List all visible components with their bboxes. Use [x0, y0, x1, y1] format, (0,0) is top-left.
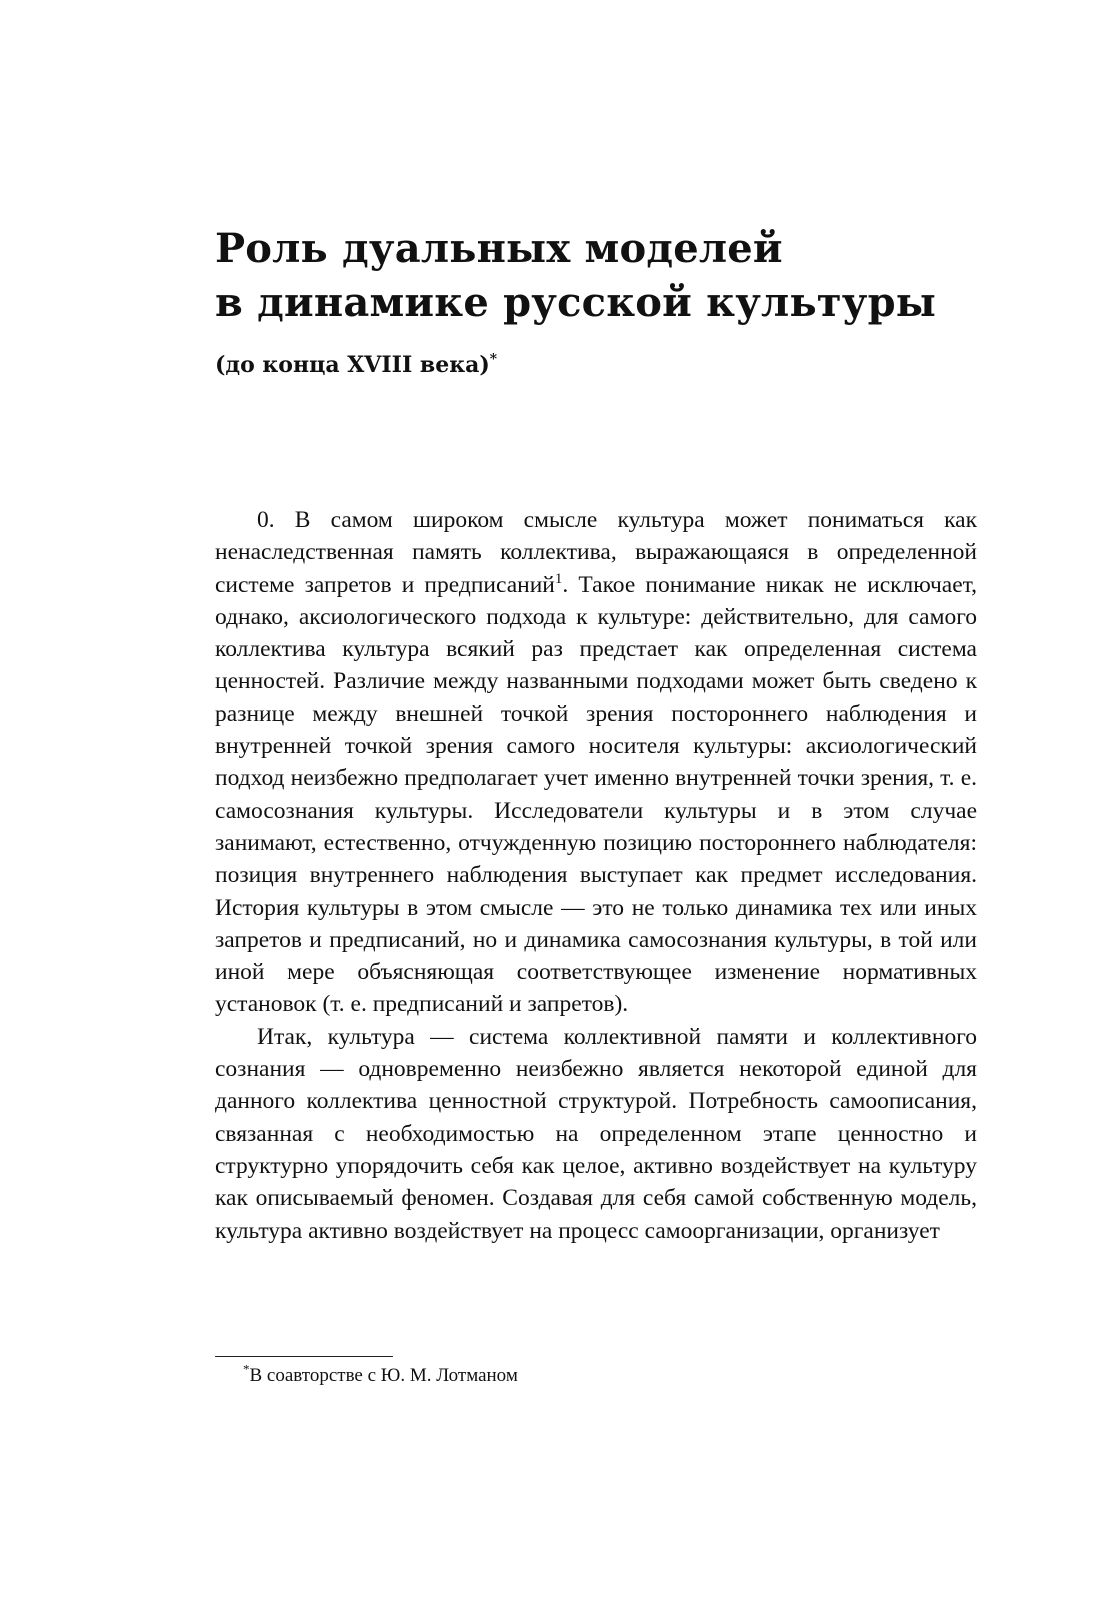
footnote-marker-ref: * [243, 1361, 250, 1377]
note-reference-1: 1 [554, 570, 563, 587]
paragraph-1 [215, 504, 977, 1021]
paragraph-1-text-a: 0. В самом широком смысле культура может пониматься как ненаследственная память коллектива, выражающаяся в определенной системе запретов и предписаний [215, 507, 977, 598]
chapter-title-line-1: Роль дуальных моделей [215, 225, 783, 272]
footnote-rule [215, 1356, 393, 1357]
body-text [215, 504, 977, 1247]
footnote-marker: * [489, 351, 498, 368]
paragraph-1-text-b: . Такое понимание никак не исключает, однако, аксиологического подхода к культуре: действительно, для самого коллектива культура всякий раз предстает как определенная система ценностей. Различие между названными подходами может быть сведено к разнице между внешней точкой зрения постороннего наблюдения и внутренней точкой зрения самого носителя культуры: аксиологический подход неизбежно предполагает учет именно внутренней точки зрения, т. е. самосознания культуры. Исследователи культуры и в этом случае занимают, естественно, отчужденную позицию постороннего наблюдателя: позиция внутреннего наблюдения выступает как предмет исследования. История культуры в этом смысле — это не только динамика тех или иных запретов и предписаний, но и динамика самосознания культуры, в той или иной мере объясняющая соответствующее изменение нормативных установок (т. е. предписаний и запретов). [215, 571, 977, 1018]
footnote-text: В соавторстве с Ю. М. Лотманом [249, 1365, 518, 1386]
chapter-subtitle [215, 350, 497, 380]
chapter-title-line-2: в динамике русской культуры [215, 279, 937, 326]
footnote [243, 1362, 518, 1390]
chapter-title [215, 222, 975, 330]
paragraph-2: Итак, культура — система коллективной памяти и коллективного сознания — одновременно неизбежно является некоторой единой для данного коллектива ценностной структурой. Потребность самоописания, связанная с необходимостью на определенном этапе ценностно и структурно упорядочить себя как целое, активно воздействует на культуру как описываемый феномен. Создавая для себя самой собственную модель, культура активно воздействует на процесс самоорганизации, организует [215, 1023, 977, 1244]
chapter-subtitle-text: (до конца XVIII века) [215, 352, 490, 378]
